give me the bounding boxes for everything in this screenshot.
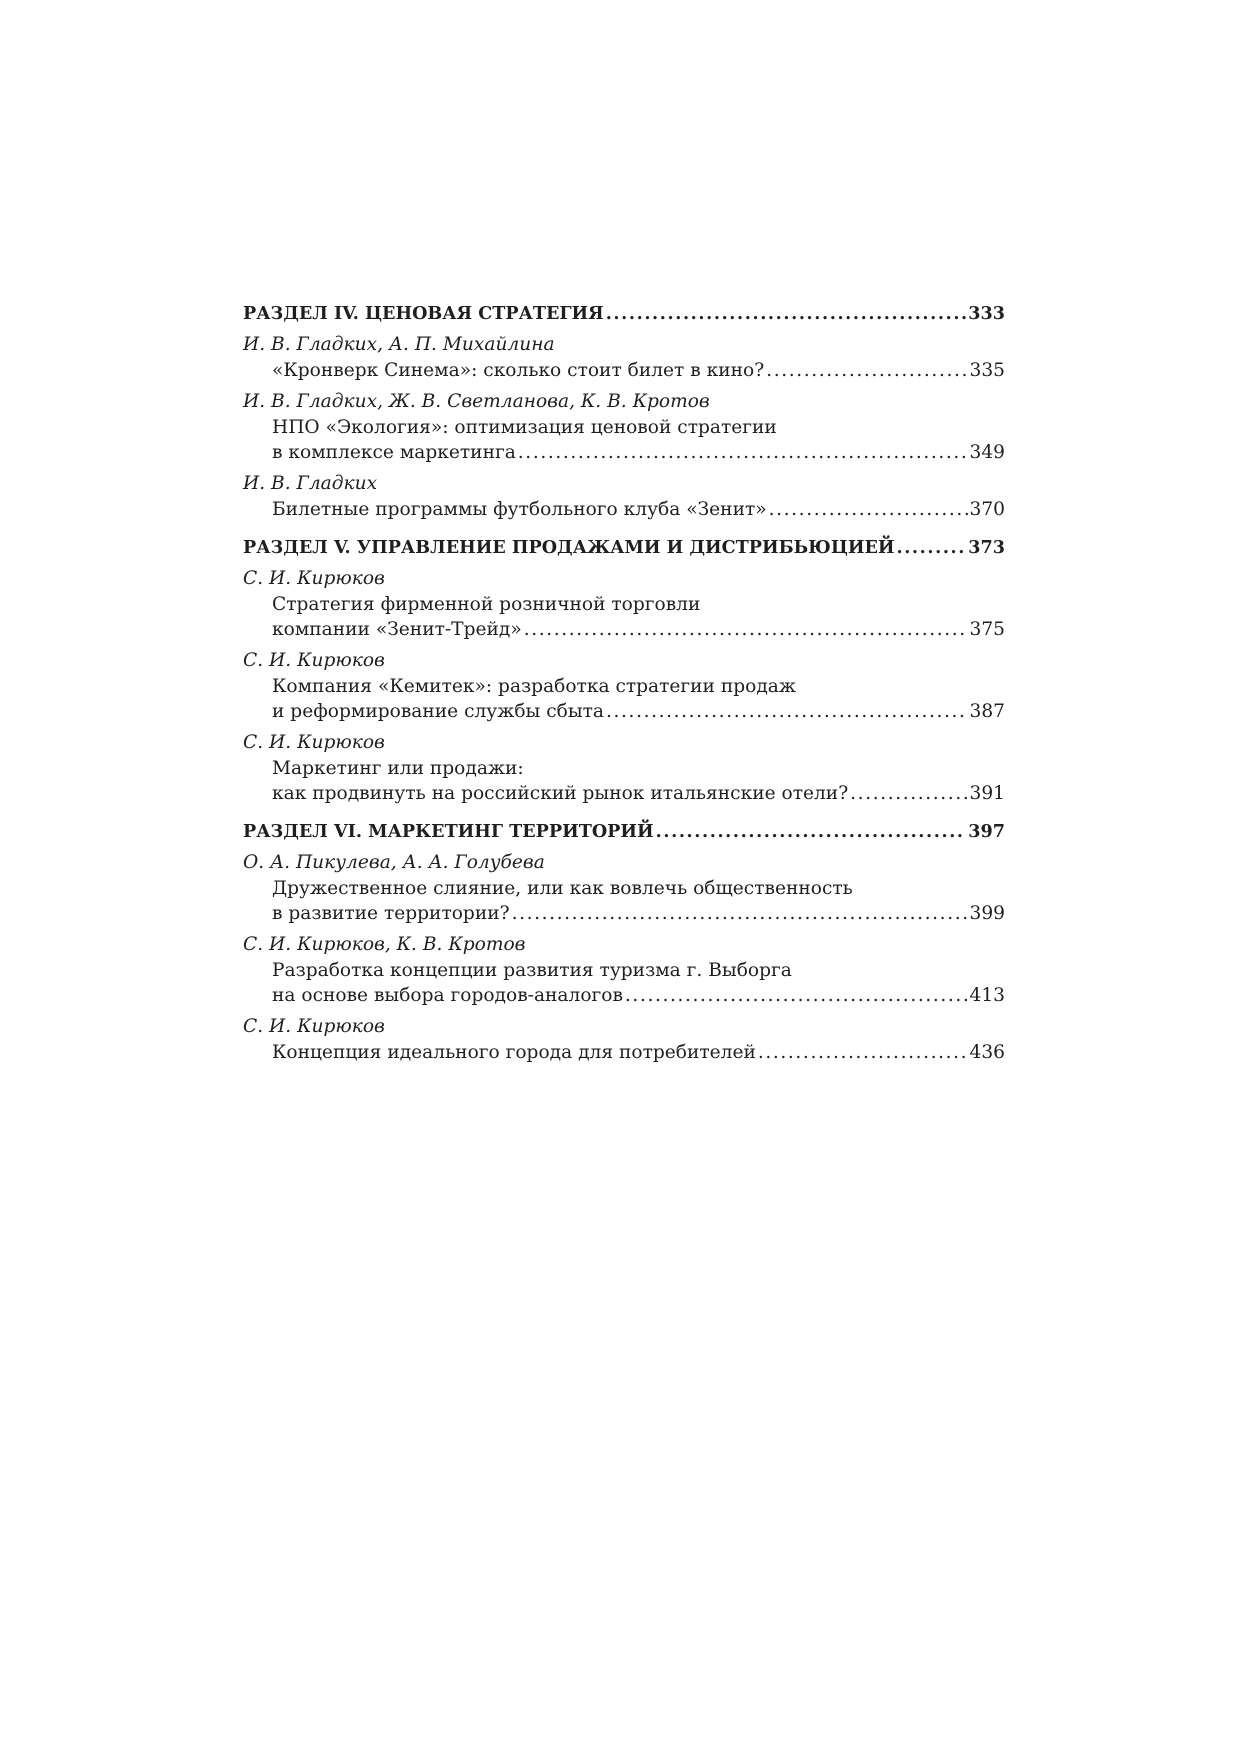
toc-entry[interactable]	[243, 389, 1005, 465]
toc-entry[interactable]	[243, 1014, 1005, 1065]
page-number: 413	[969, 985, 1005, 1006]
section-heading[interactable]	[243, 300, 1005, 328]
page-number: 349	[969, 442, 1005, 463]
dot-leader	[524, 617, 968, 642]
dot-leader	[512, 901, 968, 926]
entry-title-last-line	[243, 781, 1005, 806]
entry-title-last-line	[243, 901, 1005, 926]
entry-authors: О. А. Пикулева, А. А. Голубева	[243, 852, 545, 873]
section-heading[interactable]	[243, 818, 1005, 846]
entry-authors: И. В. Гладких, А. П. Михайлина	[243, 334, 555, 355]
dot-leader	[758, 1040, 968, 1065]
entry-title-text: Концепция идеального города для потребителей	[272, 1042, 756, 1063]
entry-title-last-line	[243, 699, 1005, 724]
entry-title-text: как продвинуть на российский рынок итальянские отели?	[272, 783, 849, 804]
entry-title-last-line	[243, 983, 1005, 1008]
dot-leader	[518, 440, 968, 465]
toc-entry[interactable]	[243, 932, 1005, 1008]
entry-authors: С. И. Кирюков	[243, 1016, 385, 1037]
toc-entry[interactable]	[243, 648, 1005, 724]
page-number: 436	[969, 1042, 1005, 1063]
dot-leader	[850, 781, 967, 806]
dot-leader	[606, 699, 967, 724]
entry-title-last-line	[243, 617, 1005, 642]
toc-entry[interactable]	[243, 332, 1005, 383]
entry-authors: И. В. Гладких, Ж. В. Светланова, К. В. Кротов	[243, 391, 710, 412]
page-number: 375	[969, 619, 1005, 640]
entry-title-text: компании «Зенит-Трейд»	[272, 619, 522, 640]
toc-section	[243, 534, 1005, 806]
toc-entry[interactable]	[243, 730, 1005, 806]
entry-title-last-line	[243, 497, 1005, 522]
entry-title-line: Дружественное слияние, или как вовлечь общественность	[272, 878, 853, 899]
entry-authors: С. И. Кирюков	[243, 568, 385, 589]
entry-title-line: НПО «Экология»: оптимизация ценовой стратегии	[272, 417, 777, 438]
section-title: РАЗДЕЛ VI. МАРКЕТИНГ ТЕРРИТОРИЙ	[243, 821, 654, 842]
section-title: РАЗДЕЛ IV. ЦЕНОВАЯ СТРАТЕГИЯ	[243, 303, 604, 324]
dot-leader	[606, 300, 967, 328]
dot-leader	[769, 497, 968, 522]
toc-section	[243, 300, 1005, 522]
entry-authors: С. И. Кирюков	[243, 732, 385, 753]
dot-leader	[656, 818, 967, 846]
page-number: 373	[968, 537, 1005, 558]
entry-title-text: «Кронверк Синема»: сколько стоит билет в кино?	[272, 360, 765, 381]
toc-section	[243, 818, 1005, 1065]
entry-title-text: в развитие территории?	[272, 903, 510, 924]
entry-authors: С. И. Кирюков, К. В. Кротов	[243, 934, 526, 955]
toc-entry[interactable]	[243, 850, 1005, 926]
entry-authors: С. И. Кирюков	[243, 650, 385, 671]
section-heading[interactable]	[243, 534, 1005, 562]
toc-entry[interactable]	[243, 566, 1005, 642]
entry-title-last-line	[243, 358, 1005, 383]
dot-leader	[896, 534, 966, 562]
page-number: 370	[969, 499, 1005, 520]
entry-title-line: Маркетинг или продажи:	[272, 758, 524, 779]
page-number: 333	[968, 303, 1005, 324]
entry-title-line: Разработка концепции развития туризма г. Выборга	[272, 960, 792, 981]
dot-leader	[625, 983, 968, 1008]
page-number: 387	[969, 701, 1005, 722]
page-number: 399	[969, 903, 1005, 924]
entry-title-text: и реформирование службы сбыта	[272, 701, 605, 722]
dot-leader	[766, 358, 967, 383]
page-number: 391	[969, 783, 1005, 804]
entry-title-text: Билетные программы футбольного клуба «Зенит»	[272, 499, 767, 520]
entry-title-last-line	[243, 440, 1005, 465]
entry-title-last-line	[243, 1040, 1005, 1065]
section-title: РАЗДЕЛ V. УПРАВЛЕНИЕ ПРОДАЖАМИ И ДИСТРИБЬЮЦИЕЙ	[243, 537, 895, 558]
entry-title-line: Стратегия фирменной розничной торговли	[272, 594, 701, 615]
page-number: 397	[968, 821, 1005, 842]
entry-title-text: на основе выбора городов-аналогов	[272, 985, 623, 1006]
entry-title-text: в комплексе маркетинга	[272, 442, 516, 463]
table-of-contents	[243, 300, 1005, 1077]
entry-title-line: Компания «Кемитек»: разработка стратегии продаж	[272, 676, 796, 697]
page-number: 335	[969, 360, 1005, 381]
toc-entry[interactable]	[243, 471, 1005, 522]
entry-authors: И. В. Гладких	[243, 473, 378, 494]
